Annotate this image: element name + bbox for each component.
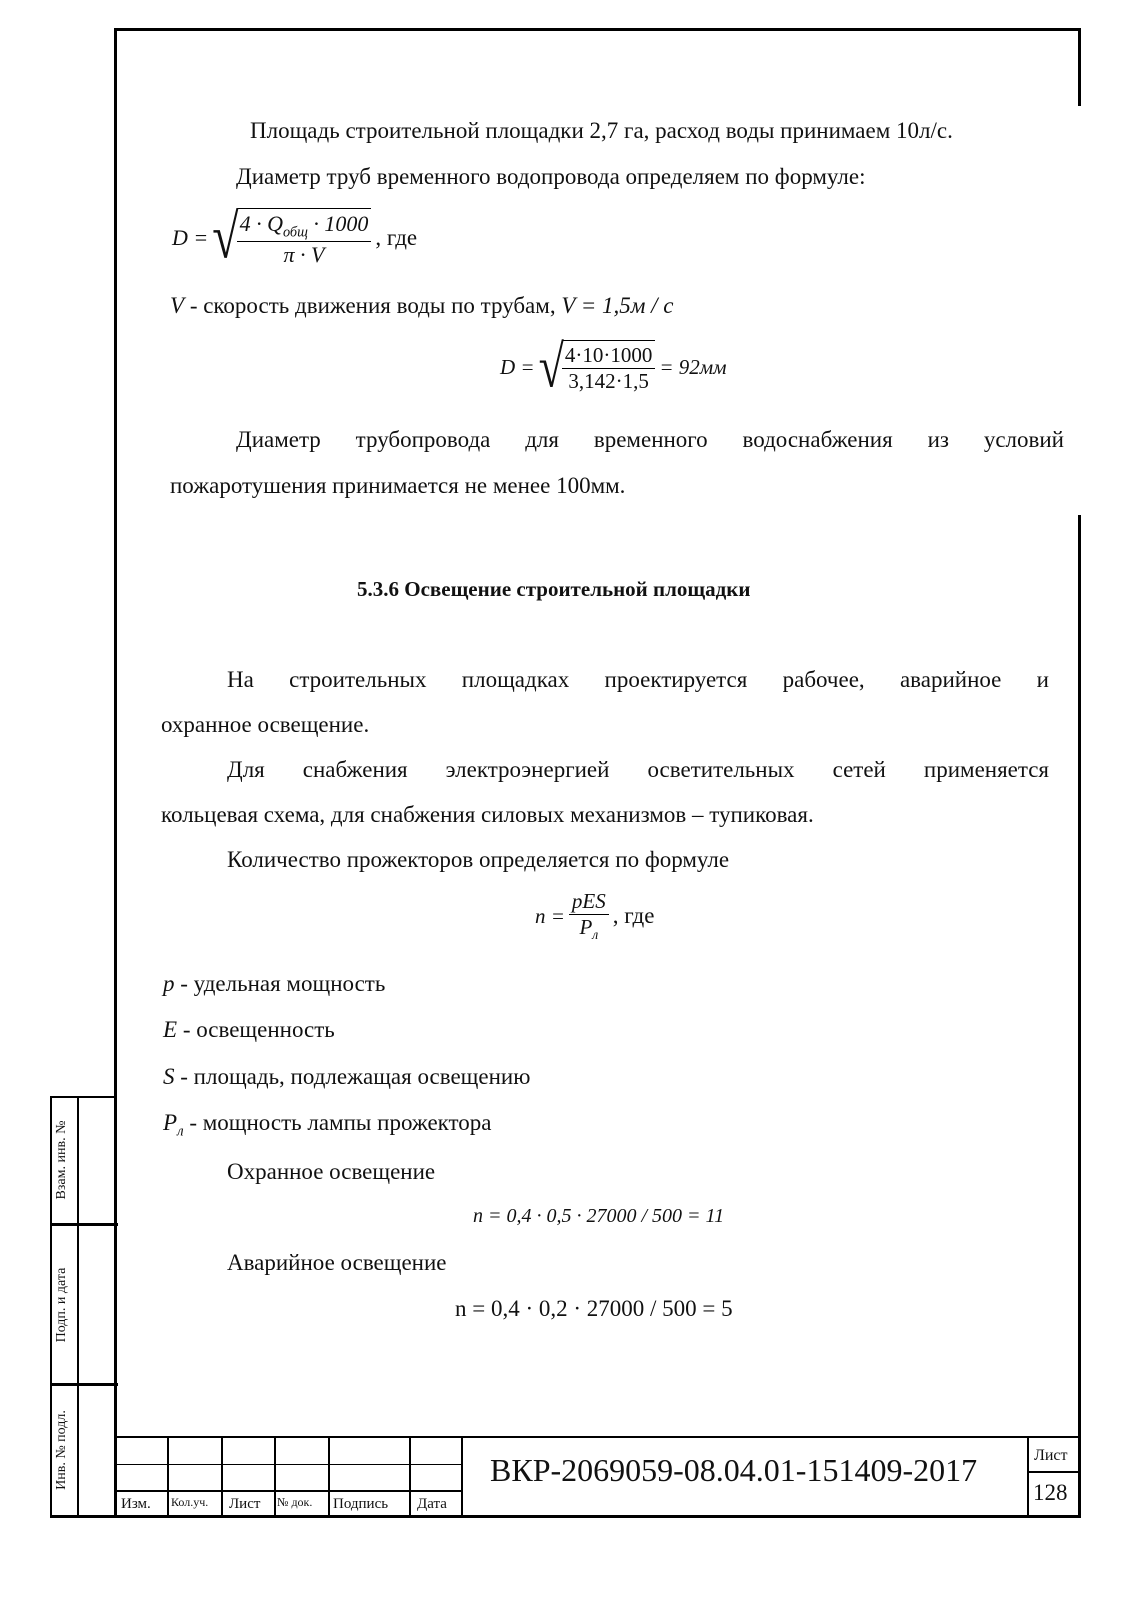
formula-diameter-num-sub: общ xyxy=(282,224,308,241)
lighting-paragraph-line1: На строительных площадках проектируется рабочее, аварийное и xyxy=(227,667,1049,692)
supply-paragraph-line1: Для снабжения электроэнергией осветительных сетей применяется xyxy=(227,757,1049,782)
side-stamp-sep1 xyxy=(50,1223,118,1226)
stamp-col-signature: Подпись xyxy=(333,1496,389,1512)
formula-diameter-fraction xyxy=(237,208,372,268)
def-text: - площадь, подлежащая освещению xyxy=(174,1064,531,1089)
diameter-conclusion-line1: Диаметр трубопровода для временного водоснабжения из условий xyxy=(236,427,1064,452)
formula-count-den-sub: л xyxy=(592,927,599,943)
side-stamp-top xyxy=(50,1096,116,1098)
formula-diameter-num-part1: 4 · Q xyxy=(239,211,283,236)
formula-count-num: pES xyxy=(569,889,609,915)
side-stamp-outer-left xyxy=(50,1096,52,1518)
stamp-top xyxy=(114,1436,1081,1438)
formula-diameter-num-part2: · 1000 xyxy=(307,211,369,236)
supply-paragraph-line2: кольцевая схема, для снабжения силовых механизмов – тупиковая. xyxy=(161,802,814,827)
formula-calc-rhs: = 92мм xyxy=(659,354,727,379)
stamp-col-doc: № док. xyxy=(277,1495,313,1509)
lighting-paragraph-line2: охранное освещение. xyxy=(161,712,370,737)
stamp-col-kol-uch: Кол.уч. xyxy=(171,1495,209,1509)
def-symbol-sub: л xyxy=(177,1123,184,1140)
formula-count-den: P xyxy=(579,915,593,939)
formula-count-tail: , где xyxy=(612,903,655,929)
section-title: 5.3.6 Освещение строительной площадки xyxy=(357,577,751,601)
velocity-value: V = 1,5м / с xyxy=(561,293,674,318)
formula-count-fraction xyxy=(569,889,609,943)
sqrt-sign-2: √ xyxy=(538,333,564,400)
diameter-intro-paragraph: Диаметр труб временного водопровода определяем по формуле: xyxy=(236,164,866,189)
def-symbol: E xyxy=(163,1017,178,1042)
stamp-vline xyxy=(1027,1436,1029,1518)
def-symbol: S xyxy=(163,1064,175,1089)
sqrt-sign: √ xyxy=(212,203,239,272)
sheet-label: Лист xyxy=(1034,1447,1068,1464)
side-stamp-inv-orig: Инв. № подл. xyxy=(54,1410,69,1490)
velocity-symbol: V xyxy=(170,293,185,318)
stamp-col-list: Лист xyxy=(229,1496,261,1512)
side-stamp-divider xyxy=(77,1096,79,1518)
emergency-lighting-label: Аварийное освещение xyxy=(227,1250,447,1275)
formula-diameter-lhs: D = xyxy=(172,225,209,251)
frame-top xyxy=(114,28,1081,31)
stamp-col-izm: Изм. xyxy=(121,1496,151,1512)
formula-calc-num: 4·10·1000 xyxy=(562,343,656,369)
frame-bottom xyxy=(50,1515,1081,1518)
def-item xyxy=(163,1063,530,1091)
formula-calc-lhs: D = xyxy=(500,354,535,379)
def-text: - освещенность xyxy=(177,1017,335,1042)
velocity-definition xyxy=(170,292,674,320)
def-item xyxy=(163,1109,492,1142)
diameter-conclusion-line2: пожаротушения принимается не менее 100мм. xyxy=(170,473,626,498)
def-symbol: p xyxy=(163,971,175,996)
def-symbol: P xyxy=(163,1110,178,1135)
guard-lighting-formula: n = 0,4 · 0,5 · 27000 / 500 = 11 xyxy=(473,1205,725,1227)
emergency-lighting-formula: n = 0,4 · 0,2 · 27000 / 500 = 5 xyxy=(455,1296,733,1321)
def-text: - мощность лампы прожектора xyxy=(183,1110,492,1135)
stamp-vline xyxy=(274,1436,276,1518)
stamp-vline xyxy=(461,1436,463,1518)
frame-right-lower xyxy=(1078,515,1081,1518)
formula-diameter-den: π · V xyxy=(283,242,325,268)
stamp-vline xyxy=(167,1436,169,1518)
formula-diameter-calc xyxy=(500,333,727,400)
def-item xyxy=(163,1016,335,1044)
stamp-vline xyxy=(221,1436,223,1518)
frame-left xyxy=(114,28,117,1518)
formula-diameter xyxy=(172,203,418,272)
def-text: - удельная мощность xyxy=(174,971,386,996)
formula-count-lhs: n = xyxy=(535,903,565,928)
count-intro: Количество прожекторов определяется по формуле xyxy=(227,847,730,872)
formula-calc-den: 3,142·1,5 xyxy=(568,369,649,393)
stamp-vline xyxy=(328,1436,330,1518)
side-stamp-sign-date: Подп. и дата xyxy=(54,1267,69,1343)
stamp-sheet-divider xyxy=(1027,1471,1081,1473)
stamp-col-date: Дата xyxy=(417,1496,447,1512)
formula-projector-count xyxy=(535,889,654,943)
frame-right-upper xyxy=(1078,28,1081,106)
formula-calc-fraction xyxy=(562,340,656,394)
side-stamp-inv-sub: Взам. инв. № xyxy=(54,1120,69,1200)
sheet-number: 128 xyxy=(1033,1480,1068,1505)
site-area-paragraph: Площадь строительной площадки 2,7 га, расход воды принимаем 10л/с. xyxy=(250,118,953,143)
document-code: ВКР-2069059-08.04.01-151409-2017 xyxy=(490,1452,978,1488)
side-stamp-sep2 xyxy=(50,1383,118,1386)
stamp-vline xyxy=(409,1436,411,1518)
formula-diameter-tail: , где xyxy=(375,225,418,251)
velocity-text: - скорость движения воды по трубам, xyxy=(184,293,562,318)
guard-lighting-label: Охранное освещение xyxy=(227,1159,436,1184)
def-item xyxy=(163,970,385,998)
